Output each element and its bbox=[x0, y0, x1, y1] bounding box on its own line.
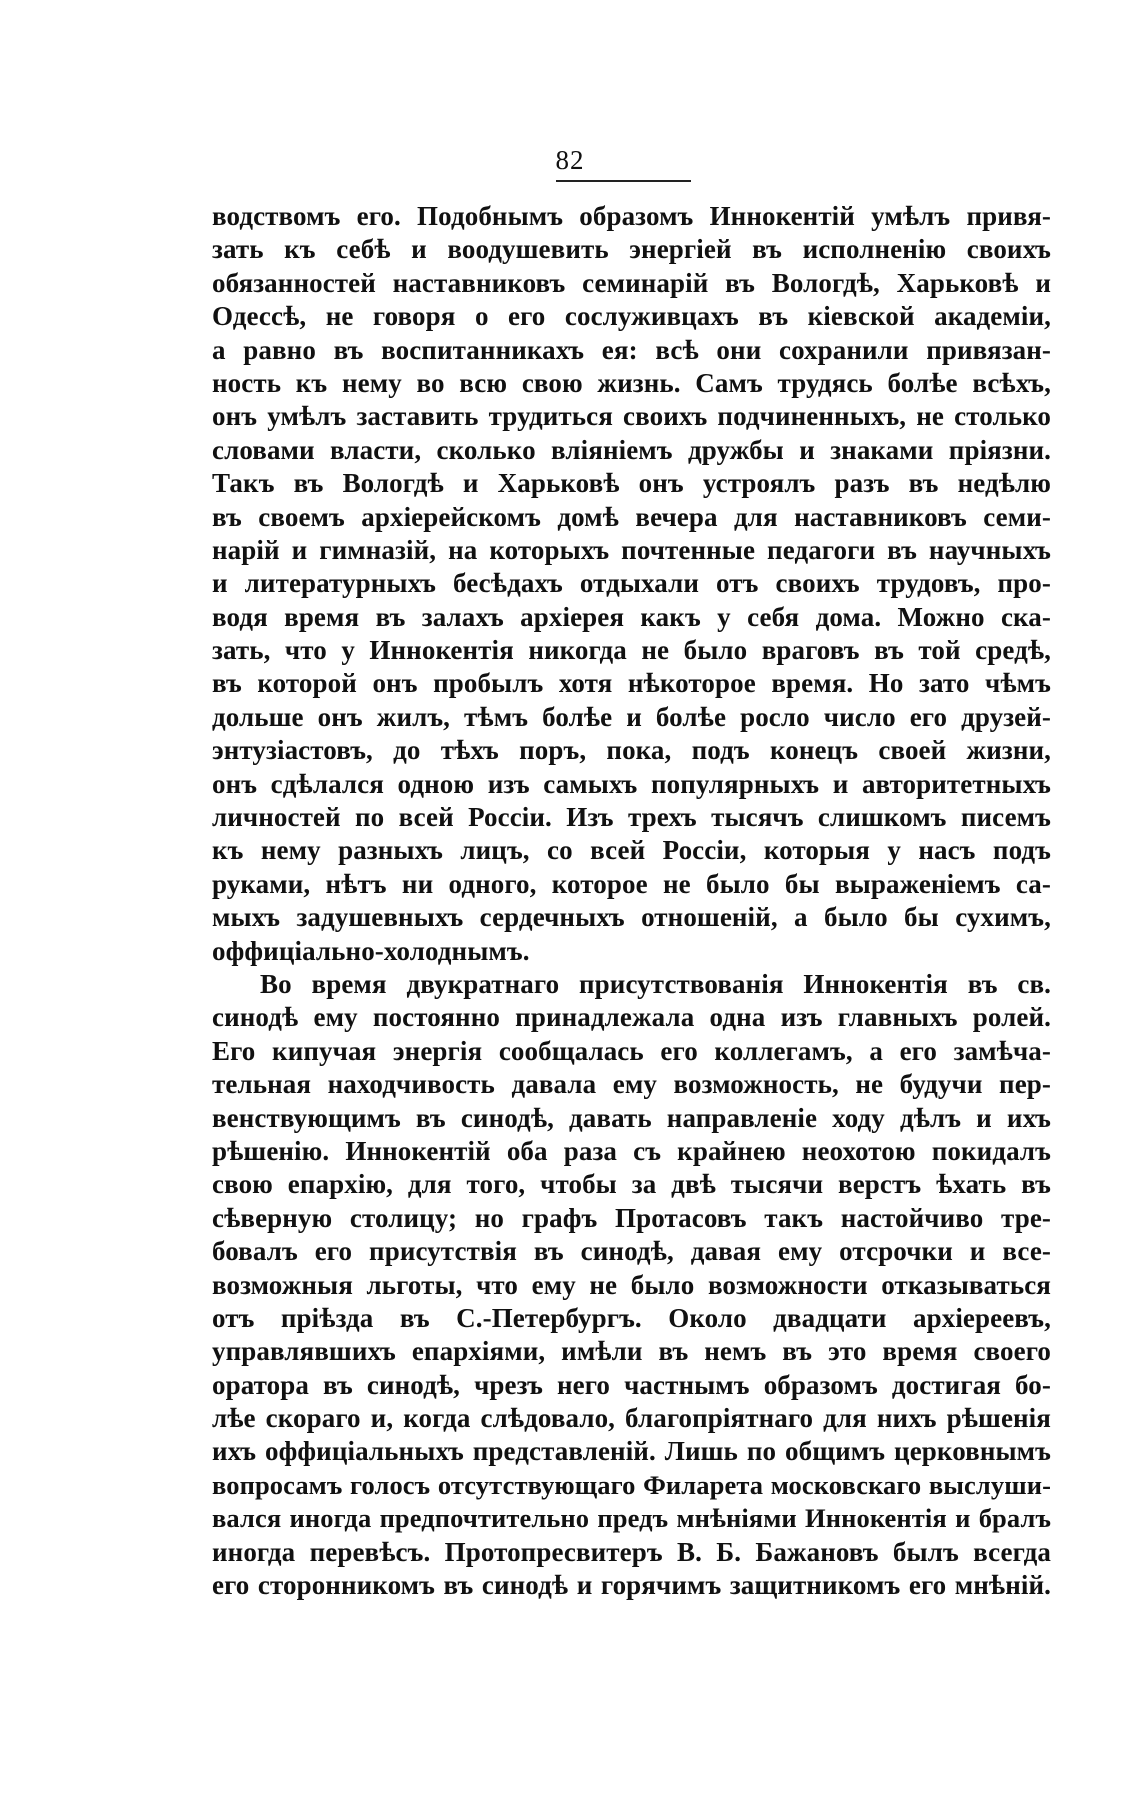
text-line: Его кипучая энергія сообщалась его коллегамъ, а его замѣча- bbox=[212, 1035, 1051, 1066]
text-line: въ своемъ архіерейскомъ домѣ вечера для наставниковъ семи- bbox=[212, 501, 1051, 532]
text-line: сѣверную столицу; но графъ Протасовъ такъ настойчиво тре- bbox=[212, 1202, 1051, 1233]
text-line: въ которой онъ пробылъ хотя нѣкоторое время. Но зато чѣмъ bbox=[212, 668, 1051, 699]
text-line: энтузіастовъ, до тѣхъ поръ, пока, подъ конецъ своей жизни, bbox=[212, 735, 1051, 766]
text-line: Такъ въ Вологдѣ и Харьковѣ онъ устроялъ разъ въ недѣлю bbox=[212, 468, 1051, 499]
text-line: иногда перевѣсъ. Протопресвитеръ В. Б. Бажановъ былъ всегда bbox=[212, 1536, 1051, 1567]
body-text bbox=[212, 200, 1051, 1602]
page-number: 82 bbox=[555, 145, 585, 175]
text-line: управлявшихъ епархіями, имѣли въ немъ въ это время своего bbox=[212, 1336, 1051, 1367]
text-line: вопросамъ голосъ отсутствующаго Филарета московскаго выслуши- bbox=[212, 1469, 1051, 1500]
text-line: нарій и гимназій, на которыхъ почтенные педагоги въ научныхъ bbox=[212, 534, 1051, 565]
text-line: мыхъ задушевныхъ сердечныхъ отношеній, а было бы сухимъ, bbox=[212, 902, 1051, 933]
page-number-rule bbox=[556, 180, 691, 182]
text-line: дольше онъ жилъ, тѣмъ болѣе и болѣе росло число его друзей- bbox=[212, 701, 1051, 732]
text-line: зать къ себѣ и воодушевить энергіей въ исполненію своихъ bbox=[212, 234, 1051, 265]
text-line: руками, нѣтъ ни одного, которое не было бы выраженіемъ са- bbox=[212, 868, 1051, 899]
text-line: свою епархію, для того, чтобы за двѣ тысячи верстъ ѣхать въ bbox=[212, 1169, 1051, 1200]
text-line: ихъ оффиціальныхъ представленій. Лишь по общимъ церковнымъ bbox=[212, 1436, 1051, 1467]
text-line: обязанностей наставниковъ семинарій въ Вологдѣ, Харьковѣ и bbox=[212, 267, 1051, 298]
text-line: оффиціально-холоднымъ. bbox=[212, 935, 530, 966]
text-line: оратора въ синодѣ, чрезъ него частнымъ образомъ достигая бо- bbox=[212, 1369, 1051, 1400]
text-line: синодѣ ему постоянно принадлежала одна изъ главныхъ ролей. bbox=[212, 1002, 1051, 1033]
text-line: вался иногда предпочтительно предъ мнѣніями Иннокентія и бралъ bbox=[212, 1503, 1051, 1534]
text-line: его сторонникомъ въ синодѣ и горячимъ защитникомъ его мнѣній. bbox=[212, 1570, 1051, 1601]
text-line: а равно въ воспитанникахъ ея: всѣ они сохранили привязан- bbox=[212, 334, 1051, 365]
text-line: къ нему разныхъ лицъ, со всей Россіи, которыя у насъ подъ bbox=[212, 835, 1051, 866]
text-line: личностей по всей Россіи. Изъ трехъ тысячъ слишкомъ писемъ bbox=[212, 802, 1051, 833]
text-line: ность къ нему во всю свою жизнь. Самъ трудясь болѣе всѣхъ, bbox=[212, 367, 1051, 398]
text-line: венствующимъ въ синодѣ, давать направленіе ходу дѣлъ и ихъ bbox=[212, 1102, 1051, 1133]
text-line: зать, что у Иннокентія никогда не было враговъ въ той средѣ, bbox=[212, 635, 1051, 666]
text-line: Во время двукратнаго присутствованія Иннокентія въ св. bbox=[260, 968, 1051, 999]
text-line: отъ пріѣзда въ С.-Петербургъ. Около двадцати архіереевъ, bbox=[212, 1302, 1051, 1333]
text-line: онъ умѣлъ заставить трудиться своихъ подчиненныхъ, не столько bbox=[212, 401, 1051, 432]
text-line: водствомъ его. Подобнымъ образомъ Иннокентій умѣлъ привя- bbox=[212, 201, 1051, 231]
paragraph bbox=[212, 200, 1051, 968]
text-line: водя время въ залахъ архіерея какъ у себя дома. Можно ска- bbox=[212, 601, 1051, 632]
paragraph bbox=[212, 968, 1051, 1602]
text-line: лѣе скораго и, когда слѣдовало, благопріятнаго для нихъ рѣшенія bbox=[212, 1403, 1051, 1434]
text-line: Одессѣ, не говоря о его сослуживцахъ въ кіевской академіи, bbox=[212, 301, 1051, 332]
text-line: и литературныхъ бесѣдахъ отдыхали отъ своихъ трудовъ, про- bbox=[212, 568, 1051, 599]
text-line: онъ сдѣлался одною изъ самыхъ популярныхъ и авторитетныхъ bbox=[212, 768, 1051, 799]
text-line: бовалъ его присутствія въ синодѣ, давая ему отсрочки и все- bbox=[212, 1236, 1051, 1267]
text-line: возможныя льготы, что ему не было возможности отказываться bbox=[212, 1269, 1051, 1300]
text-line: словами власти, сколько вліяніемъ дружбы и знаками пріязни. bbox=[212, 434, 1051, 465]
text-line: рѣшенію. Иннокентій оба раза съ крайнею неохотою покидалъ bbox=[212, 1135, 1051, 1166]
text-line: тельная находчивость давала ему возможность, не будучи пер- bbox=[212, 1069, 1051, 1100]
